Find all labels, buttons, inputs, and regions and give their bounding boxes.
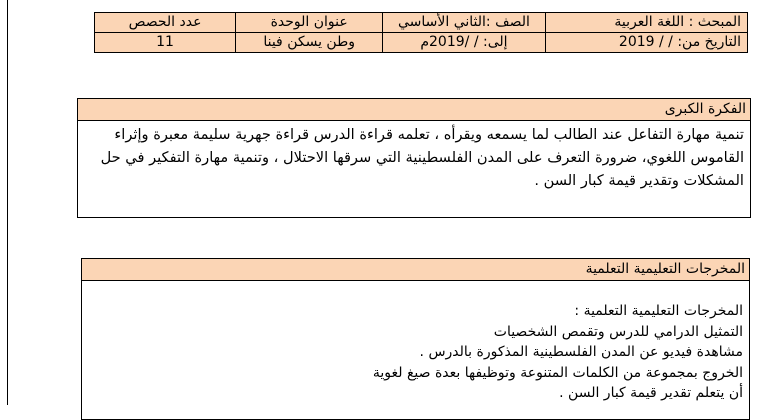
outcome-line: مشاهدة فيديو عن المدن الفلسطينية المذكورة بالدرس . [419,344,743,360]
date-to-cell: إلى: / /2019م [383,33,545,53]
outcome-line: المخرجات التعليمية التعلمية : [574,303,743,319]
outcome-line: التمثيل الدرامي للدرس وتقمص الشخصيات [493,323,743,340]
outcome-line: الخروج بمجموعة من الكلمات المتنوعة وتوظيفها بعدة صيغ لغوية [372,364,743,381]
page-margin-line [7,0,8,405]
info-header-row [95,13,748,33]
outcome-line: أن يتعلم تقدير قيمة كبار السن . [559,385,743,401]
lesson-info-table [94,12,748,53]
learning-outcomes-list [82,281,749,404]
big-idea-section [77,98,751,218]
subject-cell: المبحث : اللغة العربية [545,13,747,33]
big-idea-title: الفكرة الكبرى [78,99,750,121]
lessons-count-label-cell: عدد الحصص [95,13,236,33]
lessons-count-cell: 11 [95,33,236,53]
big-idea-text: تنمية مهارة التفاعل عند الطالب لما يسمعه ويقرأه ، تعلمه قراءة الدرس قراءة جهرية سليمة معبرة وإثراء القاموس اللغوي، ضرورة التعرف على المدن الفلسطينية التي سرقها الاحتلال ، وتنمية مهارة التفكير في حل المشكلات وتقدير قيمة كبار السن . [100,126,744,189]
unit-title-label-cell: عنوان الوحدة [236,13,383,33]
class-cell: الصف :الثاني الأساسي [383,13,545,33]
date-from-cell: التاريخ من: / / 2019 [545,33,747,53]
learning-outcomes-section [81,258,750,420]
info-values-row [95,33,748,53]
unit-title-cell: وطن يسكن فينا [236,33,383,53]
learning-outcomes-title: المخرجات التعليمية التعلمية [82,259,749,281]
